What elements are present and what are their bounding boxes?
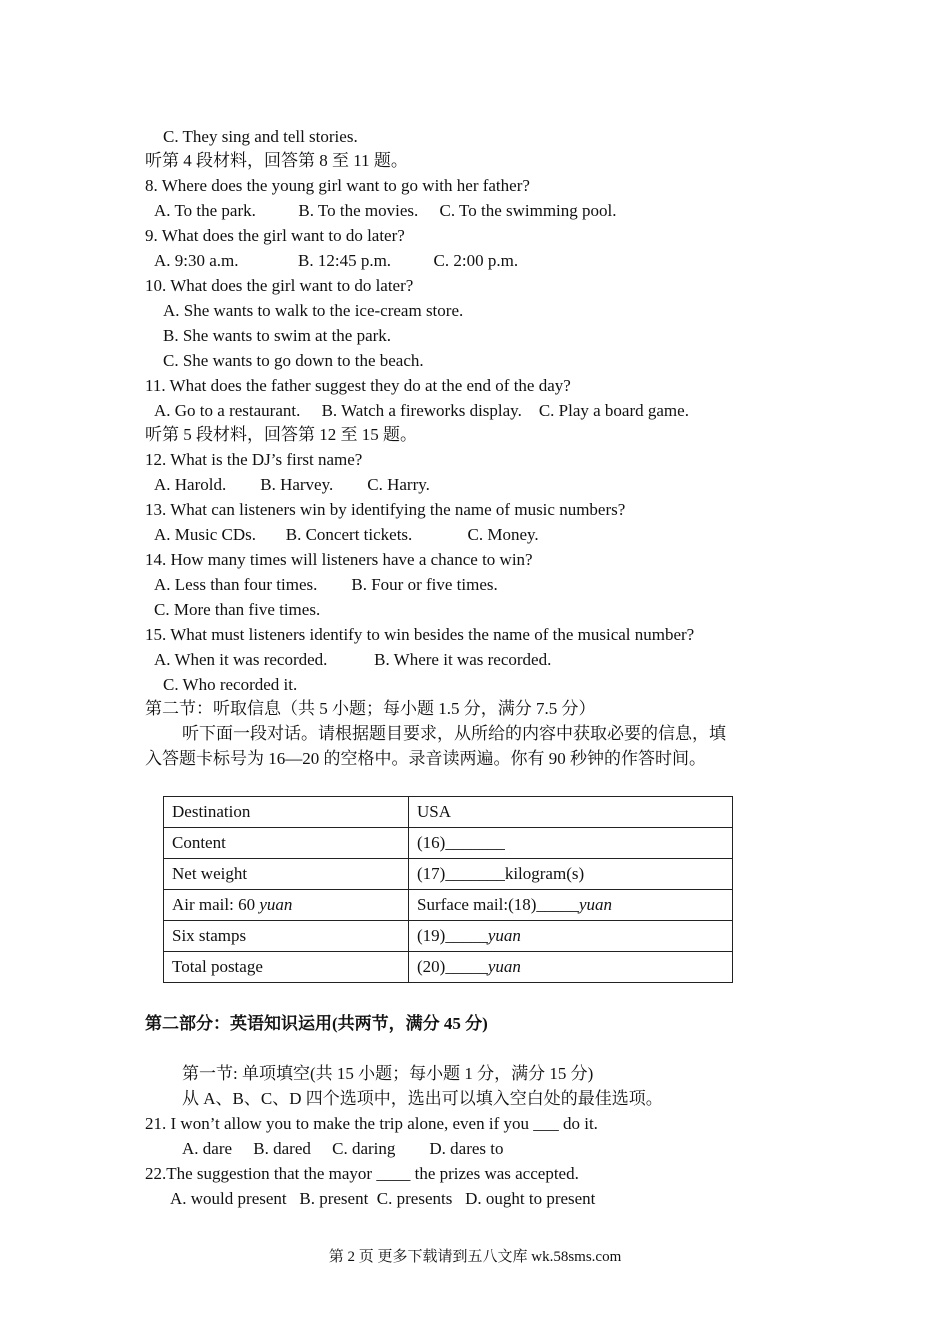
table-row <box>164 890 733 921</box>
section-heading: 第二节：听取信息（共 5 小题；每小题 1.5 分，满分 7.5 分） <box>145 699 596 718</box>
options-14: A. Less than four times. B. Four or five times. <box>154 575 498 594</box>
table-row <box>164 797 733 828</box>
question-15: 15. What must listeners identify to win besides the name of the musical number? <box>145 625 695 644</box>
info-table <box>163 796 733 983</box>
option-15c: C. Who recorded it. <box>163 675 298 694</box>
options-21: A. dare B. dared C. daring D. dares to <box>182 1139 504 1158</box>
table-cell: Total postage <box>164 952 409 983</box>
instruction-text: 入答题卡标号为 16—20 的空格中。录音读两遍。你有 90 秒钟的作答时间。 <box>145 749 706 768</box>
option-10c: C. She wants to go down to the beach. <box>163 351 424 370</box>
options-9: A. 9:30 a.m. B. 12:45 p.m. C. 2:00 p.m. <box>154 251 519 270</box>
options-12: A. Harold. B. Harvey. C. Harry. <box>154 475 430 494</box>
table-cell: (20)_____yuan <box>409 952 733 983</box>
option-14c: C. More than five times. <box>154 600 321 619</box>
table-cell: Air mail: 60 yuan <box>164 890 409 921</box>
section-instruction: 听第 5 段材料，回答第 12 至 15 题。 <box>145 425 417 444</box>
question-12: 12. What is the DJ’s first name? <box>145 450 363 469</box>
table-cell: Net weight <box>164 859 409 890</box>
table-cell: Destination <box>164 797 409 828</box>
table-cell: Content <box>164 828 409 859</box>
question-22: 22.The suggestion that the mayor ____ the prizes was accepted. <box>145 1164 579 1183</box>
table-row <box>164 921 733 952</box>
instruction-text: 从 A、B、C、D 四个选项中，选出可以填入空白处的最佳选项。 <box>182 1089 663 1108</box>
option-10a: A. She wants to walk to the ice-cream store. <box>163 301 464 320</box>
section-instruction: 听第 4 段材料，回答第 8 至 11 题。 <box>145 151 408 170</box>
part-heading: 第二部分：英语知识运用(共两节，满分 45 分) <box>145 1014 488 1033</box>
table-cell: Surface mail:(18)_____yuan <box>409 890 733 921</box>
question-11: 11. What does the father suggest they do at the end of the day? <box>145 376 571 395</box>
question-21: 21. I won’t allow you to make the trip alone, even if you ___ do it. <box>145 1114 598 1133</box>
table-cell: (16)_______ <box>409 828 733 859</box>
question-10: 10. What does the girl want to do later? <box>145 276 414 295</box>
table-row <box>164 859 733 890</box>
page-footer: 第 2 页 更多下载请到五八文库 wk.58sms.com <box>328 1249 622 1265</box>
table-cell: (17)_______kilogram(s) <box>409 859 733 890</box>
question-14: 14. How many times will listeners have a chance to win? <box>145 550 533 569</box>
options-15: A. When it was recorded. B. Where it was recorded. <box>154 650 552 669</box>
question-13: 13. What can listeners win by identifying the name of music numbers? <box>145 500 626 519</box>
options-11: A. Go to a restaurant. B. Watch a fireworks display. C. Play a board game. <box>154 401 689 420</box>
table-row <box>164 952 733 983</box>
options-22: A. would present B. present C. presents D. ought to present <box>170 1189 596 1208</box>
table-cell: Six stamps <box>164 921 409 952</box>
table-cell: (19)_____yuan <box>409 921 733 952</box>
question-9: 9. What does the girl want to do later? <box>145 226 405 245</box>
section-heading: 第一节: 单项填空(共 15 小题；每小题 1 分，满分 15 分) <box>182 1064 594 1083</box>
table-cell: USA <box>409 797 733 828</box>
instruction-text: 听下面一段对话。请根据题目要求，从所给的内容中获取必要的信息，填 <box>182 724 726 743</box>
options-13: A. Music CDs. B. Concert tickets. C. Money. <box>154 525 539 544</box>
question-8: 8. Where does the young girl want to go with her father? <box>145 176 530 195</box>
option-10b: B. She wants to swim at the park. <box>163 326 392 345</box>
options-8: A. To the park. B. To the movies. C. To the swimming pool. <box>154 201 617 220</box>
table-row <box>164 828 733 859</box>
text-line: C. They sing and tell stories. <box>163 127 358 146</box>
